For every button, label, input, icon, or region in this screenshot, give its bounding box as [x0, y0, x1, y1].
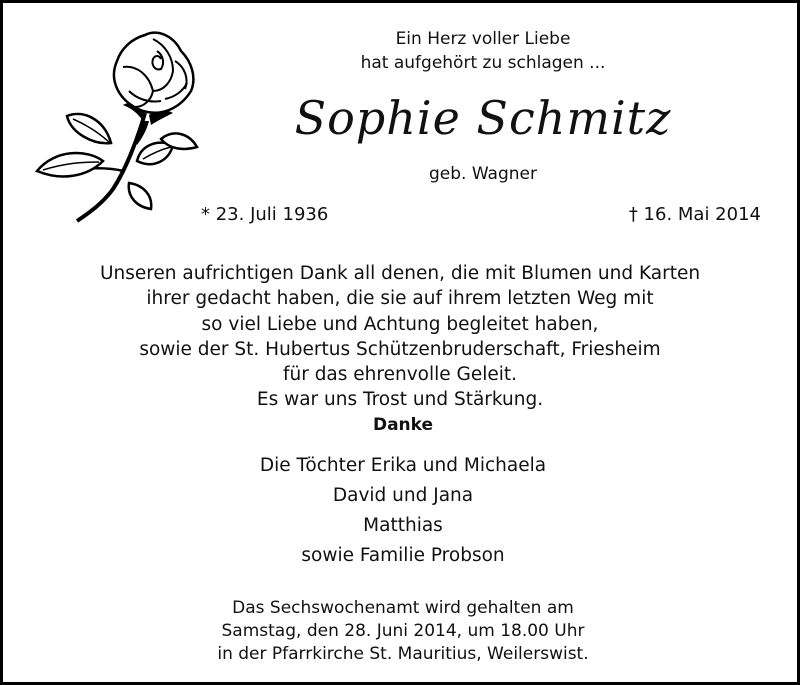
death-date: † 16. Mai 2014: [628, 204, 761, 225]
family-line: Die Töchter Erika und Michaela: [259, 455, 547, 476]
deceased-name: Sophie Schmitz: [294, 91, 672, 145]
thanks-line: so viel Liebe und Achtung begleitet haben,: [201, 313, 599, 335]
motto: [303, 27, 663, 75]
service-line: in der Pfarrkirche St. Mauritius, Weilerswist.: [217, 644, 589, 664]
thanks-line: für das ehrenvolle Geleit.: [282, 364, 518, 386]
thanks-line: ihrer gedacht haben, die sie auf ihrem letzten Weg mit: [146, 288, 654, 310]
service-notice: [153, 597, 653, 666]
service-line: Samstag, den 28. Juni 2014, um 18.00 Uhr: [221, 621, 585, 641]
family-line: sowie Familie Probson: [301, 545, 505, 566]
motto-line: Ein Herz voller Liebe: [395, 29, 571, 49]
rose-icon: [25, 21, 205, 226]
thanks-line: Es war uns Trost und Stärkung.: [256, 389, 544, 411]
family-line: David und Jana: [332, 485, 474, 506]
family-list: [153, 451, 653, 571]
danke-heading: Danke: [372, 415, 434, 435]
thanks-text: [43, 261, 757, 413]
motto-line: hat aufgehört zu schlagen ...: [360, 53, 606, 73]
thanks-line: sowie der St. Hubertus Schützenbruderschaft, Friesheim: [139, 338, 661, 360]
birth-date: * 23. Juli 1936: [201, 204, 329, 225]
service-line: Das Sechswochenamt wird gehalten am: [232, 598, 574, 618]
thanks-line: Unseren aufrichtigen Dank all denen, die mit Blumen und Karten: [99, 263, 701, 284]
maiden-name: geb. Wagner: [428, 164, 537, 184]
family-line: Matthias: [363, 515, 443, 536]
